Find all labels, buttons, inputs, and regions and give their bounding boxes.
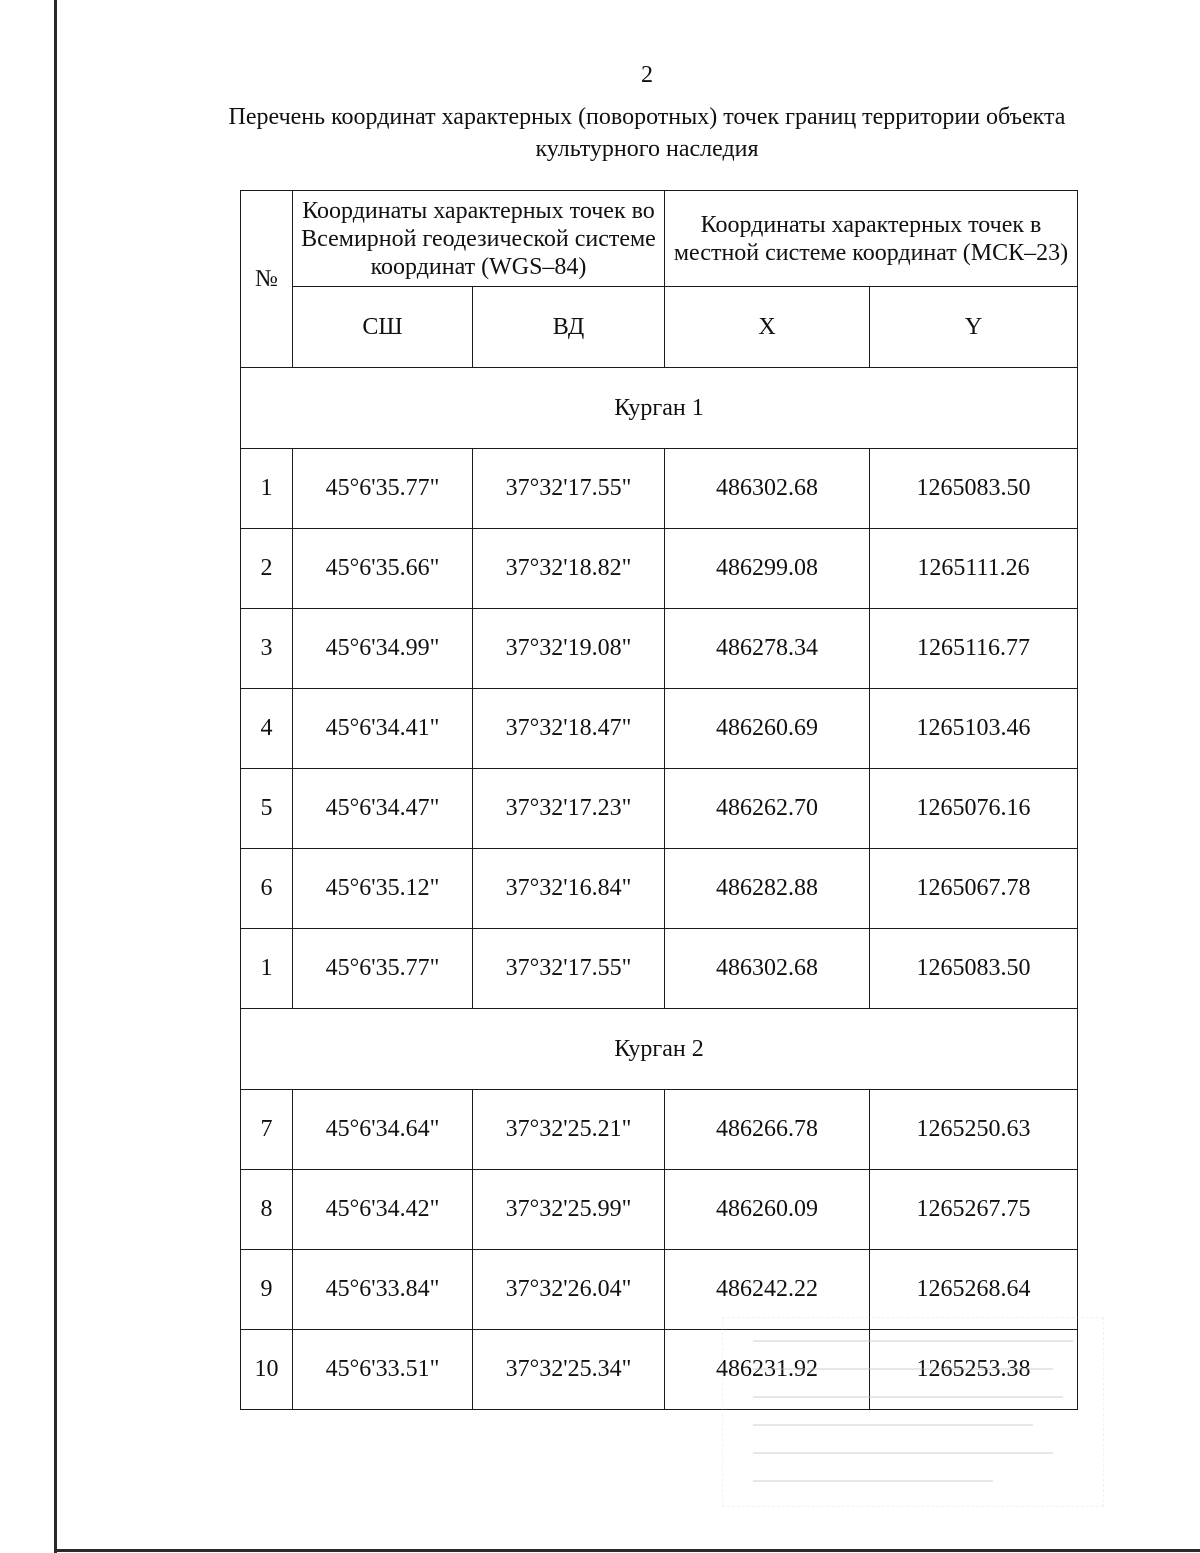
cell-x: 486262.70 [665, 769, 870, 849]
cell-x: 486282.88 [665, 849, 870, 929]
cell-lon: 37°32'19.08" [473, 609, 665, 689]
cell-lat: 45°6'33.51" [293, 1330, 473, 1410]
cell-number: 1 [241, 929, 293, 1009]
cell-lat: 45°6'33.84" [293, 1250, 473, 1330]
cell-lon: 37°32'17.23" [473, 769, 665, 849]
coordinates-table [240, 190, 1078, 1410]
header-x: X [665, 287, 870, 368]
table-subheader-row [241, 287, 1078, 368]
table-body [241, 368, 1078, 1410]
faded-stamp [722, 1317, 1104, 1507]
cell-lon: 37°32'18.47" [473, 689, 665, 769]
cell-number: 6 [241, 849, 293, 929]
cell-y: 1265111.26 [870, 529, 1078, 609]
cell-y: 1265253.38 [870, 1330, 1078, 1410]
section-title: Курган 1 [241, 368, 1078, 449]
cell-lat: 45°6'35.77" [293, 449, 473, 529]
cell-y: 1265250.63 [870, 1090, 1078, 1170]
table-row [241, 929, 1078, 1009]
cell-x: 486242.22 [665, 1250, 870, 1330]
cell-lon: 37°32'17.55" [473, 929, 665, 1009]
cell-x: 486260.69 [665, 689, 870, 769]
cell-y: 1265103.46 [870, 689, 1078, 769]
cell-lon: 37°32'16.84" [473, 849, 665, 929]
table-row [241, 529, 1078, 609]
cell-y: 1265083.50 [870, 929, 1078, 1009]
cell-y: 1265076.16 [870, 769, 1078, 849]
cell-lat: 45°6'35.77" [293, 929, 473, 1009]
document-title: Перечень координат характерных (поворотных) точек границ территории объекта культурного наследия [228, 104, 1066, 162]
cell-number: 3 [241, 609, 293, 689]
cell-lon: 37°32'25.99" [473, 1170, 665, 1250]
cell-number: 9 [241, 1250, 293, 1330]
table-row [241, 689, 1078, 769]
cell-lon: 37°32'25.21" [473, 1090, 665, 1170]
cell-y: 1265268.64 [870, 1250, 1078, 1330]
table-row [241, 849, 1078, 929]
cell-number: 10 [241, 1330, 293, 1410]
cell-lon: 37°32'25.34" [473, 1330, 665, 1410]
cell-lat: 45°6'34.47" [293, 769, 473, 849]
header-lat: СШ [293, 287, 473, 368]
page-number: 2 [641, 62, 653, 88]
section-title: Курган 2 [241, 1009, 1078, 1090]
cell-number: 1 [241, 449, 293, 529]
cell-lat: 45°6'34.41" [293, 689, 473, 769]
cell-x: 486302.68 [665, 929, 870, 1009]
cell-lat: 45°6'35.12" [293, 849, 473, 929]
cell-number: 4 [241, 689, 293, 769]
header-wgs-group: Координаты характерных точек во Всемирной геодезической системе координат (WGS–84) [293, 191, 665, 287]
table-row [241, 769, 1078, 849]
cell-y: 1265116.77 [870, 609, 1078, 689]
cell-lat: 45°6'34.99" [293, 609, 473, 689]
cell-number: 8 [241, 1170, 293, 1250]
header-lon: ВД [473, 287, 665, 368]
section-row [241, 1009, 1078, 1090]
scan-edge-bottom [54, 1549, 1200, 1552]
table-row [241, 449, 1078, 529]
header-number: № [241, 191, 293, 368]
cell-lat: 45°6'34.64" [293, 1090, 473, 1170]
cell-x: 486260.09 [665, 1170, 870, 1250]
header-y: Y [870, 287, 1078, 368]
cell-lon: 37°32'17.55" [473, 449, 665, 529]
cell-y: 1265067.78 [870, 849, 1078, 929]
cell-lon: 37°32'18.82" [473, 529, 665, 609]
cell-x: 486278.34 [665, 609, 870, 689]
section-row [241, 368, 1078, 449]
cell-lat: 45°6'34.42" [293, 1170, 473, 1250]
table-row [241, 1090, 1078, 1170]
cell-lat: 45°6'35.66" [293, 529, 473, 609]
cell-number: 5 [241, 769, 293, 849]
cell-lon: 37°32'26.04" [473, 1250, 665, 1330]
cell-x: 486302.68 [665, 449, 870, 529]
cell-number: 7 [241, 1090, 293, 1170]
table-header-row [241, 191, 1078, 287]
table-row [241, 609, 1078, 689]
cell-x: 486266.78 [665, 1090, 870, 1170]
cell-number: 2 [241, 529, 293, 609]
cell-y: 1265267.75 [870, 1170, 1078, 1250]
cell-x: 486299.08 [665, 529, 870, 609]
table-row [241, 1170, 1078, 1250]
header-msk-group: Координаты характерных точек в местной системе координат (МСК–23) [665, 191, 1078, 287]
cell-y: 1265083.50 [870, 449, 1078, 529]
scan-edge-left [54, 0, 57, 1553]
cell-x: 486231.92 [665, 1330, 870, 1410]
